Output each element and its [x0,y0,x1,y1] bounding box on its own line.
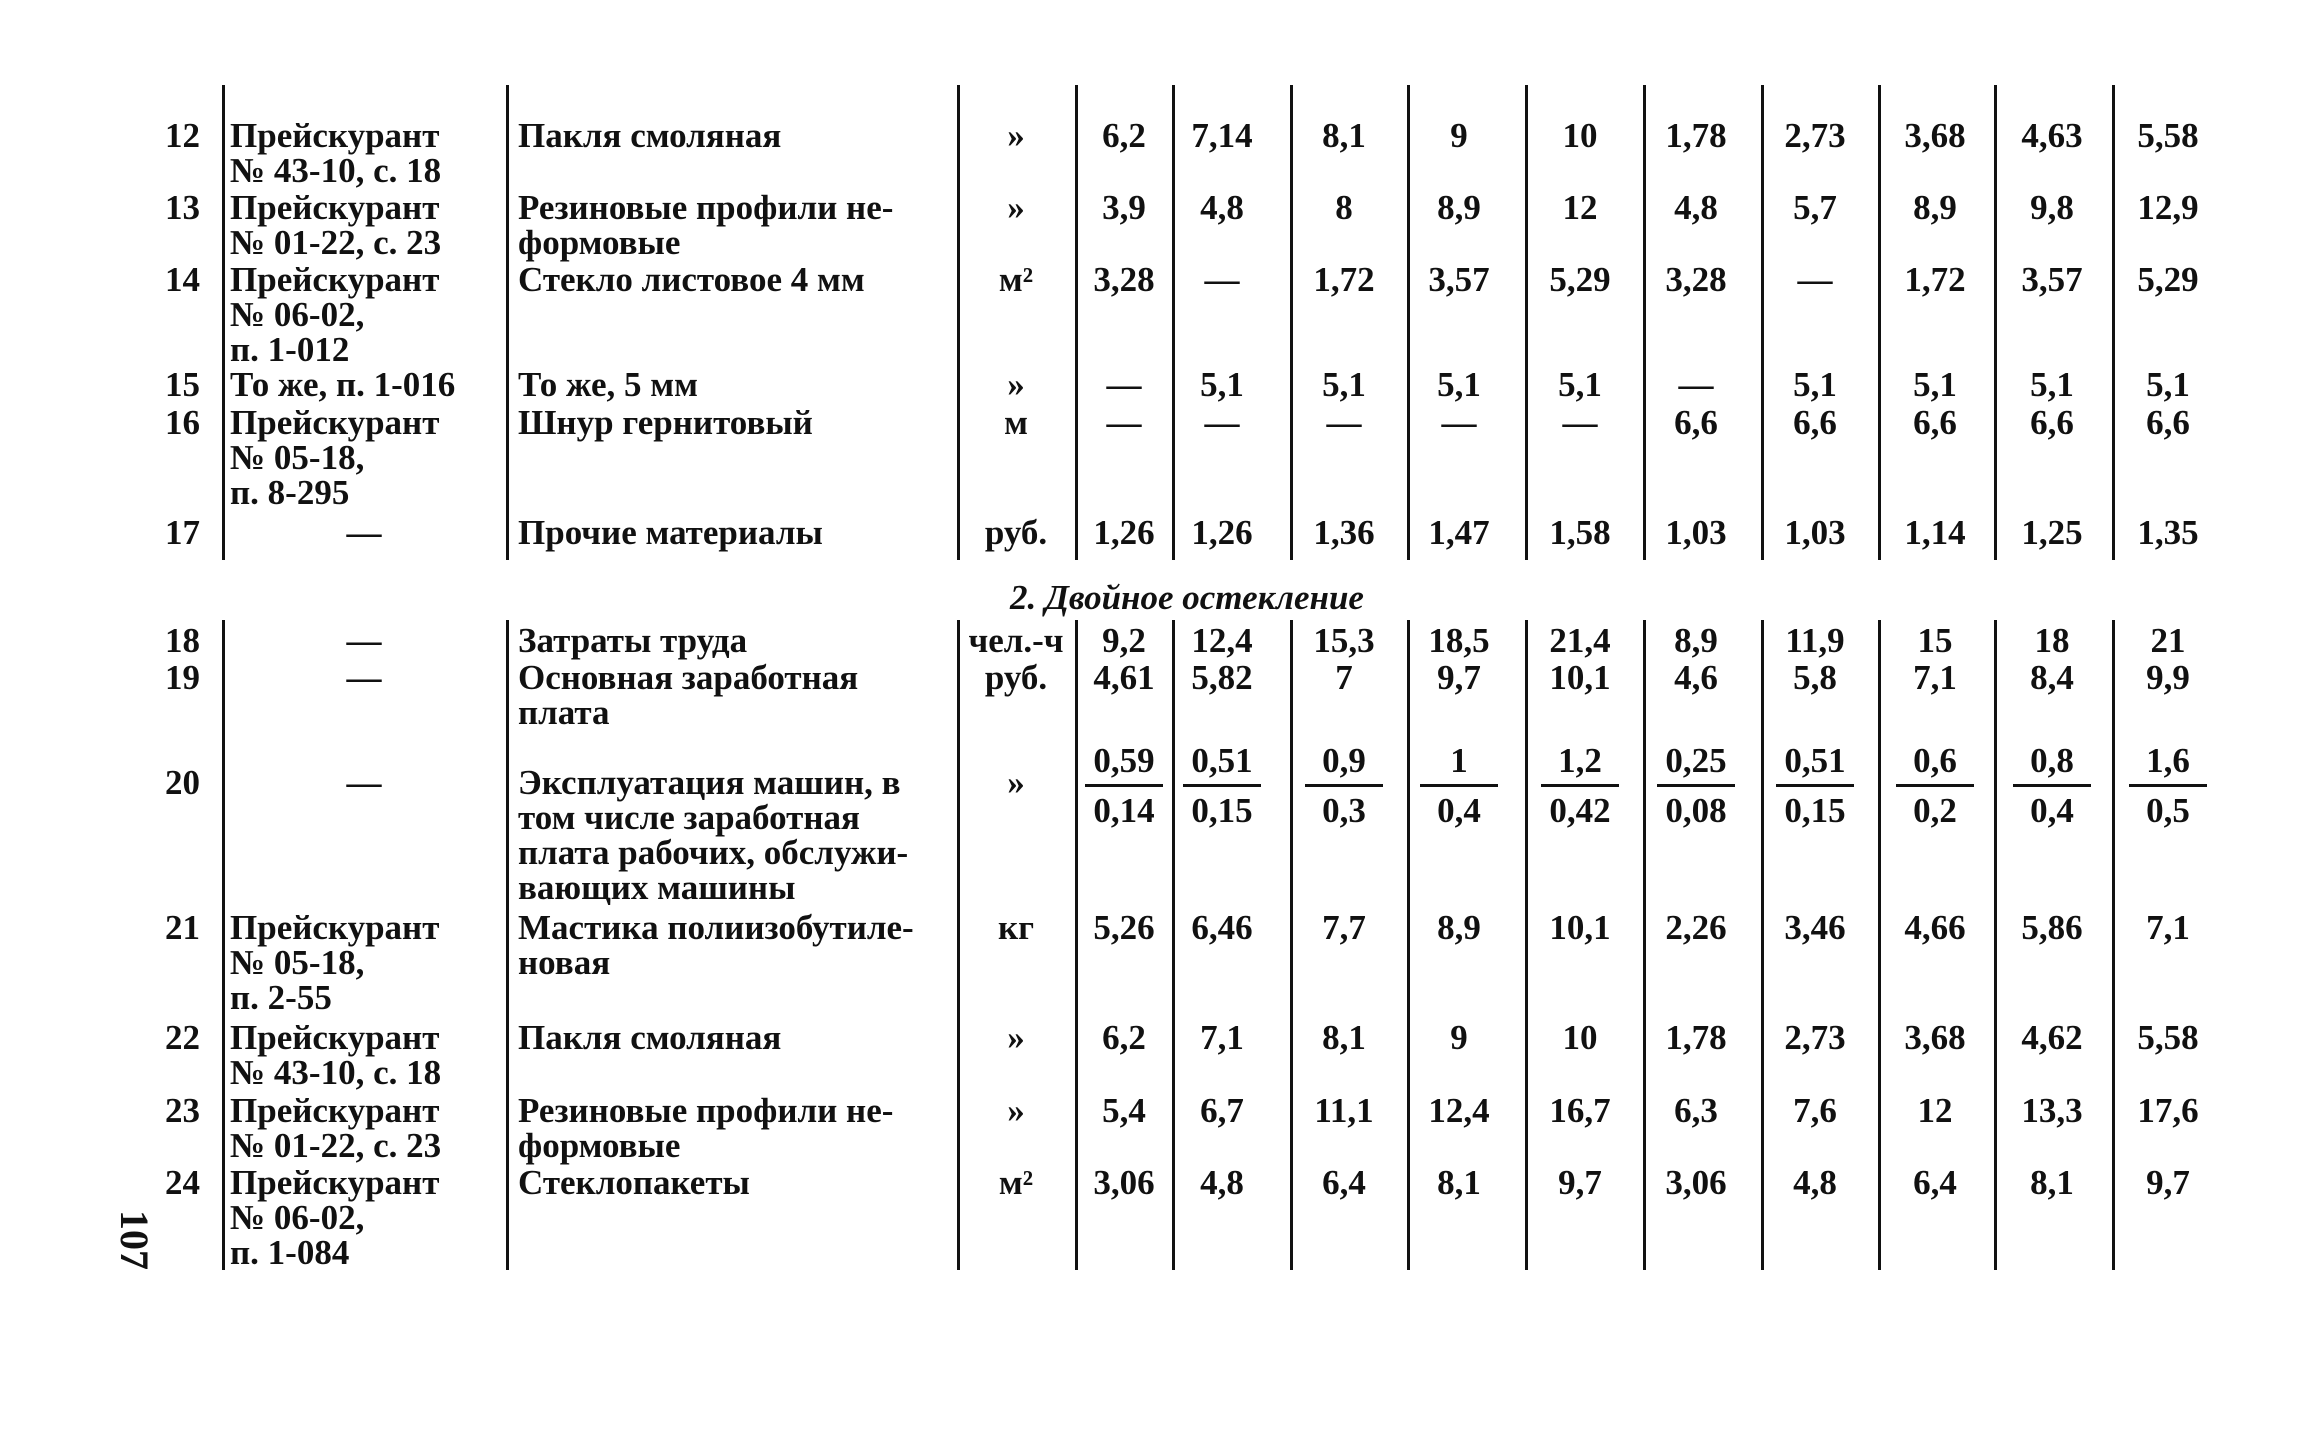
value-cell: 9,8 [2030,188,2074,227]
value-cell: 10 [1562,1018,1598,1057]
column-rule [1525,85,1528,560]
unit-cell: » [1007,1091,1025,1130]
name-line: Пакля смоляная [518,116,782,155]
column-rule [1290,620,1293,1270]
value-cell: 9 [1450,116,1468,155]
value-cell: 15 [1917,621,1953,660]
value-cell: 3,28 [1093,260,1155,299]
value-cell: 5,1 [2146,365,2190,404]
fraction-bar [1776,784,1854,787]
fraction-bar [1896,784,1974,787]
fraction-cell [1896,743,1974,828]
unit-cell: » [1007,116,1025,155]
value-cell: 9,2 [1102,621,1146,660]
value-cell: 21,4 [1549,621,1611,660]
name-line: Затраты труда [518,621,748,660]
source-line: № 43-10, с. 18 [230,1053,442,1092]
value-cell: 5,1 [1200,365,1244,404]
value-cell: — [1441,403,1477,442]
source-line: То же, п. 1-016 [230,365,456,404]
name-line: новая [518,943,611,982]
name-line: Стекло листовое 4 мм [518,260,865,299]
fraction-numerator: 0,6 [1913,741,1957,780]
fraction-denominator: 0,15 [1191,791,1253,830]
source-line: Прейскурант [230,188,440,227]
column-rule [506,620,509,1270]
value-cell: 4,62 [2021,1018,2083,1057]
value-cell: 3,46 [1784,908,1846,947]
value-cell: 16,7 [1549,1091,1611,1130]
fraction-numerator: 0,9 [1322,741,1366,780]
name-line: Резиновые профили не- [518,1091,894,1130]
name-line: том числе заработная [518,798,860,837]
fraction-denominator: 0,15 [1784,791,1846,830]
value-cell: 8,1 [1322,1018,1366,1057]
column-rule [1172,620,1175,1270]
value-cell: 9,7 [1558,1163,1602,1202]
name-line: плата рабочих, обслужи- [518,833,909,872]
column-rule [957,85,960,560]
value-cell: 6,6 [1793,403,1837,442]
value-cell: — [1204,403,1240,442]
page-number: 107 [112,1210,157,1270]
value-cell: 10,1 [1549,908,1611,947]
fraction-bar [1183,784,1261,787]
value-cell: 10 [1562,116,1598,155]
source-line: № 01-22, с. 23 [230,223,442,262]
value-cell: — [1562,403,1598,442]
value-cell: 7,1 [1913,658,1957,697]
value-cell: 6,7 [1200,1091,1244,1130]
column-rule [1525,620,1528,1270]
source-line: Прейскурант [230,1018,440,1057]
row-number: 22 [165,1018,200,1057]
value-cell: 5,1 [1793,365,1837,404]
fraction-cell [1305,743,1383,828]
fraction-bar [2129,784,2207,787]
fraction-cell [1541,743,1619,828]
value-cell: 8 [1335,188,1353,227]
value-cell: 5,58 [2137,116,2199,155]
value-cell: 5,8 [1793,658,1837,697]
value-cell: 6,3 [1674,1091,1718,1130]
value-cell: 2,26 [1665,908,1727,947]
value-cell: 1,36 [1313,513,1375,552]
fraction-denominator: 0,08 [1665,791,1727,830]
name-line: Основная заработная [518,658,859,697]
name-line: вающих машины [518,868,796,907]
value-cell: 6,2 [1102,116,1146,155]
column-rule [2112,85,2115,560]
fraction-denominator: 0,4 [1437,791,1481,830]
value-cell: — [1797,260,1833,299]
value-cell: 4,8 [1200,1163,1244,1202]
value-cell: 12,4 [1191,621,1253,660]
fraction-denominator: 0,3 [1322,791,1366,830]
column-rule [1172,85,1175,560]
source-line: Прейскурант [230,1091,440,1130]
value-cell: 3,68 [1904,1018,1966,1057]
value-cell: 6,6 [2146,403,2190,442]
value-cell: 5,29 [2137,260,2199,299]
value-cell: 1,78 [1665,1018,1727,1057]
fraction-cell [1420,743,1498,828]
value-cell: 1,03 [1665,513,1727,552]
value-cell: 6,6 [2030,403,2074,442]
value-cell: 7 [1335,658,1353,697]
value-cell: 5,1 [1437,365,1481,404]
name-line: Эксплуатация машин, в [518,763,901,802]
value-cell: 6,2 [1102,1018,1146,1057]
column-rule [2112,620,2115,1270]
row-number: 14 [165,260,200,299]
value-cell: 1,72 [1313,260,1375,299]
value-cell: 1,72 [1904,260,1966,299]
value-cell: 18,5 [1428,621,1490,660]
value-cell: 4,8 [1674,188,1718,227]
value-cell: 5,58 [2137,1018,2199,1057]
value-cell: 1,25 [2021,513,2083,552]
name-line: Резиновые профили не- [518,188,894,227]
name-line: Шнур гернитовый [518,403,813,442]
value-cell: 13,3 [2021,1091,2083,1130]
unit-cell: руб. [984,513,1048,552]
row-number: 19 [165,658,200,697]
unit-cell: м² [998,260,1034,299]
fraction-bar [1305,784,1383,787]
value-cell: 8,9 [1674,621,1718,660]
value-cell: 21 [2150,621,2186,660]
fraction-numerator: 0,51 [1784,741,1846,780]
source-line: — [346,513,382,552]
column-rule [1407,85,1410,560]
column-rule [1878,620,1881,1270]
value-cell: 7,1 [1200,1018,1244,1057]
value-cell: 3,9 [1102,188,1146,227]
fraction-bar [1420,784,1498,787]
source-line: — [346,621,382,660]
value-cell: 4,63 [2021,116,2083,155]
value-cell: 3,06 [1093,1163,1155,1202]
row-number: 17 [165,513,200,552]
value-cell: 1,78 [1665,116,1727,155]
fraction-numerator: 1,2 [1558,741,1602,780]
source-line: № 01-22, с. 23 [230,1126,442,1165]
name-line: формовые [518,223,681,262]
value-cell: 1,35 [2137,513,2199,552]
source-line: Прейскурант [230,260,440,299]
source-line: Прейскурант [230,908,440,947]
unit-cell: кг [997,908,1035,947]
value-cell: 3,68 [1904,116,1966,155]
value-cell: 8,1 [1437,1163,1481,1202]
value-cell: — [1204,260,1240,299]
column-rule [222,620,225,1270]
value-cell: 3,57 [2021,260,2083,299]
fraction-denominator: 0,42 [1549,791,1611,830]
unit-cell: » [1007,763,1025,802]
unit-cell: м² [998,1163,1034,1202]
value-cell: 5,4 [1102,1091,1146,1130]
column-rule [1643,620,1646,1270]
value-cell: 5,86 [2021,908,2083,947]
source-line: п. 1-084 [230,1233,350,1272]
fraction-numerator: 0,8 [2030,741,2074,780]
name-line: Стеклопакеты [518,1163,750,1202]
fraction-bar [2013,784,2091,787]
fraction-numerator: 1,6 [2146,741,2190,780]
value-cell: 4,8 [1200,188,1244,227]
name-line: Прочие материалы [518,513,823,552]
value-cell: 4,66 [1904,908,1966,947]
fraction-denominator: 0,4 [2030,791,2074,830]
value-cell: 6,46 [1191,908,1253,947]
value-cell: 4,61 [1093,658,1155,697]
value-cell: 8,9 [1437,908,1481,947]
value-cell: 5,29 [1549,260,1611,299]
value-cell: 3,57 [1428,260,1490,299]
name-line: Пакля смоляная [518,1018,782,1057]
value-cell: 7,7 [1322,908,1366,947]
value-cell: 5,1 [1558,365,1602,404]
column-rule [506,85,509,560]
value-cell: 9,9 [2146,658,2190,697]
value-cell: 6,6 [1674,403,1718,442]
source-line: — [346,763,382,802]
source-line: Прейскурант [230,403,440,442]
value-cell: — [1106,365,1142,404]
name-line: То же, 5 мм [518,365,698,404]
name-line: Мастика полиизобутиле- [518,908,914,947]
column-rule [1407,620,1410,1270]
source-line: № 43-10, с. 18 [230,151,442,190]
value-cell: 1,58 [1549,513,1611,552]
value-cell: 11,1 [1314,1091,1374,1130]
column-rule [1075,620,1078,1270]
value-cell: 12 [1562,188,1598,227]
value-cell: 6,4 [1322,1163,1366,1202]
source-line: № 06-02, [230,1198,365,1237]
column-rule [1075,85,1078,560]
value-cell: 12,9 [2137,188,2199,227]
unit-cell: руб. [984,658,1048,697]
value-cell: 1,14 [1904,513,1966,552]
fraction-denominator: 0,14 [1093,791,1155,830]
value-cell: 6,4 [1913,1163,1957,1202]
unit-cell: » [1007,188,1025,227]
unit-cell: » [1007,365,1025,404]
value-cell: — [1678,365,1714,404]
value-cell: 7,1 [2146,908,2190,947]
source-line: — [346,658,382,697]
value-cell: 1,26 [1093,513,1155,552]
source-line: Прейскурант [230,1163,440,1202]
value-cell: 7,6 [1793,1091,1837,1130]
source-line: № 05-18, [230,438,365,477]
value-cell: 3,06 [1665,1163,1727,1202]
value-cell: 2,73 [1784,1018,1846,1057]
unit-cell: чел.-ч [968,621,1064,660]
name-line: формовые [518,1126,681,1165]
value-cell: 5,82 [1191,658,1253,697]
source-line: № 06-02, [230,295,365,334]
fraction-numerator: 0,59 [1093,741,1155,780]
row-number: 16 [165,403,200,442]
source-line: Прейскурант [230,116,440,155]
value-cell: 12,4 [1428,1091,1490,1130]
source-line: п. 2-55 [230,978,332,1017]
value-cell: 5,1 [2030,365,2074,404]
value-cell: 8,1 [2030,1163,2074,1202]
column-rule [957,620,960,1270]
column-rule [1994,85,1997,560]
value-cell: 3,28 [1665,260,1727,299]
value-cell: 5,7 [1793,188,1837,227]
value-cell: 6,6 [1913,403,1957,442]
value-cell: 8,9 [1437,188,1481,227]
value-cell: — [1326,403,1362,442]
value-cell: 8,1 [1322,116,1366,155]
fraction-bar [1541,784,1619,787]
value-cell: 12 [1917,1091,1953,1130]
value-cell: 8,9 [1913,188,1957,227]
row-number: 21 [165,908,200,947]
value-cell: 17,6 [2137,1091,2199,1130]
column-rule [1878,85,1881,560]
row-number: 23 [165,1091,200,1130]
row-number: 13 [165,188,200,227]
source-line: п. 8-295 [230,473,350,512]
fraction-cell [1776,743,1854,828]
column-rule [1761,620,1764,1270]
fraction-denominator: 0,2 [1913,791,1957,830]
section-heading: 2. Двойное остекление [1010,578,1364,617]
fraction-cell [1183,743,1261,828]
fraction-bar [1657,784,1735,787]
column-rule [1761,85,1764,560]
row-number: 18 [165,621,200,660]
unit-cell: м [1004,403,1028,442]
value-cell: 9,7 [2146,1163,2190,1202]
column-rule [222,85,225,560]
value-cell: 5,26 [1093,908,1155,947]
row-number: 24 [165,1163,200,1202]
fraction-cell [2013,743,2091,828]
value-cell: 18 [2034,621,2070,660]
value-cell: 15,3 [1313,621,1375,660]
fraction-bar [1085,784,1163,787]
value-cell: 9,7 [1437,658,1481,697]
source-line: п. 1-012 [230,330,350,369]
fraction-cell [1085,743,1163,828]
value-cell: 9 [1450,1018,1468,1057]
value-cell: — [1106,403,1142,442]
column-rule [1290,85,1293,560]
value-cell: 8,4 [2030,658,2074,697]
value-cell: 4,8 [1793,1163,1837,1202]
value-cell: 11,9 [1785,621,1845,660]
value-cell: 1,26 [1191,513,1253,552]
source-line: № 05-18, [230,943,365,982]
value-cell: 10,1 [1549,658,1611,697]
value-cell: 1,03 [1784,513,1846,552]
fraction-numerator: 0,25 [1665,741,1727,780]
value-cell: 7,14 [1191,116,1253,155]
value-cell: 5,1 [1913,365,1957,404]
row-number: 12 [165,116,200,155]
fraction-denominator: 0,5 [2146,791,2190,830]
fraction-cell [2129,743,2207,828]
value-cell: 4,6 [1674,658,1718,697]
unit-cell: » [1007,1018,1025,1057]
value-cell: 2,73 [1784,116,1846,155]
row-number: 15 [165,365,200,404]
value-cell: 5,1 [1322,365,1366,404]
value-cell: 1,47 [1428,513,1490,552]
fraction-cell [1657,743,1735,828]
column-rule [1994,620,1997,1270]
name-line: плата [518,693,610,732]
fraction-numerator: 0,51 [1191,741,1253,780]
row-number: 20 [165,763,200,802]
fraction-numerator: 1 [1450,741,1468,780]
column-rule [1643,85,1646,560]
